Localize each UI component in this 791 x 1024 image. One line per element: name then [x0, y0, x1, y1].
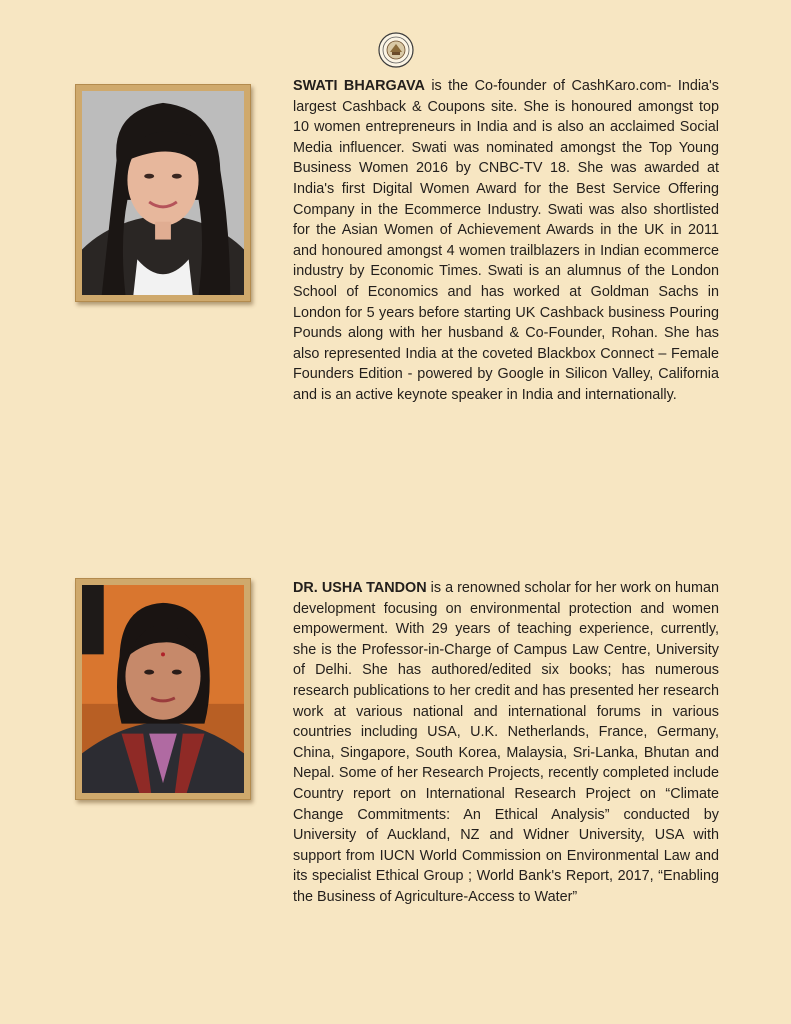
- university-emblem-icon: [378, 32, 414, 68]
- profile-description: is the Co-founder of CashKaro.com- India's largest Cashback & Coupons site. She is honoured amongst top 10 women entrepreneurs in India and is also an acclaimed Social Media influencer. Swati was nominated amongst the Top Young Business Women 2016 by CNBC-TV 18. She was awarded at India's first Digital Women Award for the Best Service Offering Company in the Ecommerce Industry. Swati was also shortlisted for the Asian Women of Achievement Awards in the UK in 2011 and honoured amongst 4 women trailblazers in Indian ecommerce industry by Economic Times. Swati is an alumnus of the London School of Economics and has worked at Goldman Sachs in London for 5 years before starting UK Cashback business Pouring Pounds along with her husband & Co-Founder, Rohan. She has also represented India at the coveted Blackbox Connect – Female Founders Edition - powered by Google in Silicon Valley, California and is an active keynote speaker in India and internationally.: [293, 78, 719, 403]
- profile-description: is a renowned scholar for her work on human development focusing on environmental protection and women empowerment. With 29 years of teaching experience, currently, she is the Professor-in-Charge of Campus Law Centre, University of Delhi. She has authored/edited six books; has numerous research publications to her credit and has presented her research work at various national and international forums in various countries including USA, U.K. Netherlands, France, Germany, China, Singapore, South Korea, Malaysia, Sri-Lanka, Bhutan and Nepal. Some of her Research Projects, recently completed include Country report on International Research Project on “Climate Change Commitments: An Ethical Analysis” conducted by University of Auckland, NZ and Widner University, USA with support from IUCN World Commission on Environmental Law and its specialist Ethical Group ; World Bank's Report, 2017, “Enabling the Business of Agriculture-Access to Water”: [293, 580, 719, 905]
- profile-bio-swati-bhargava: [293, 76, 719, 406]
- profile-name: DR. USHA TANDON: [293, 580, 427, 596]
- profile-name: SWATI BHARGAVA: [293, 78, 425, 94]
- profile-photo-swati-bhargava: [75, 84, 251, 302]
- profile-bio-usha-tandon: [293, 578, 719, 908]
- profile-photo-usha-tandon: [75, 578, 251, 800]
